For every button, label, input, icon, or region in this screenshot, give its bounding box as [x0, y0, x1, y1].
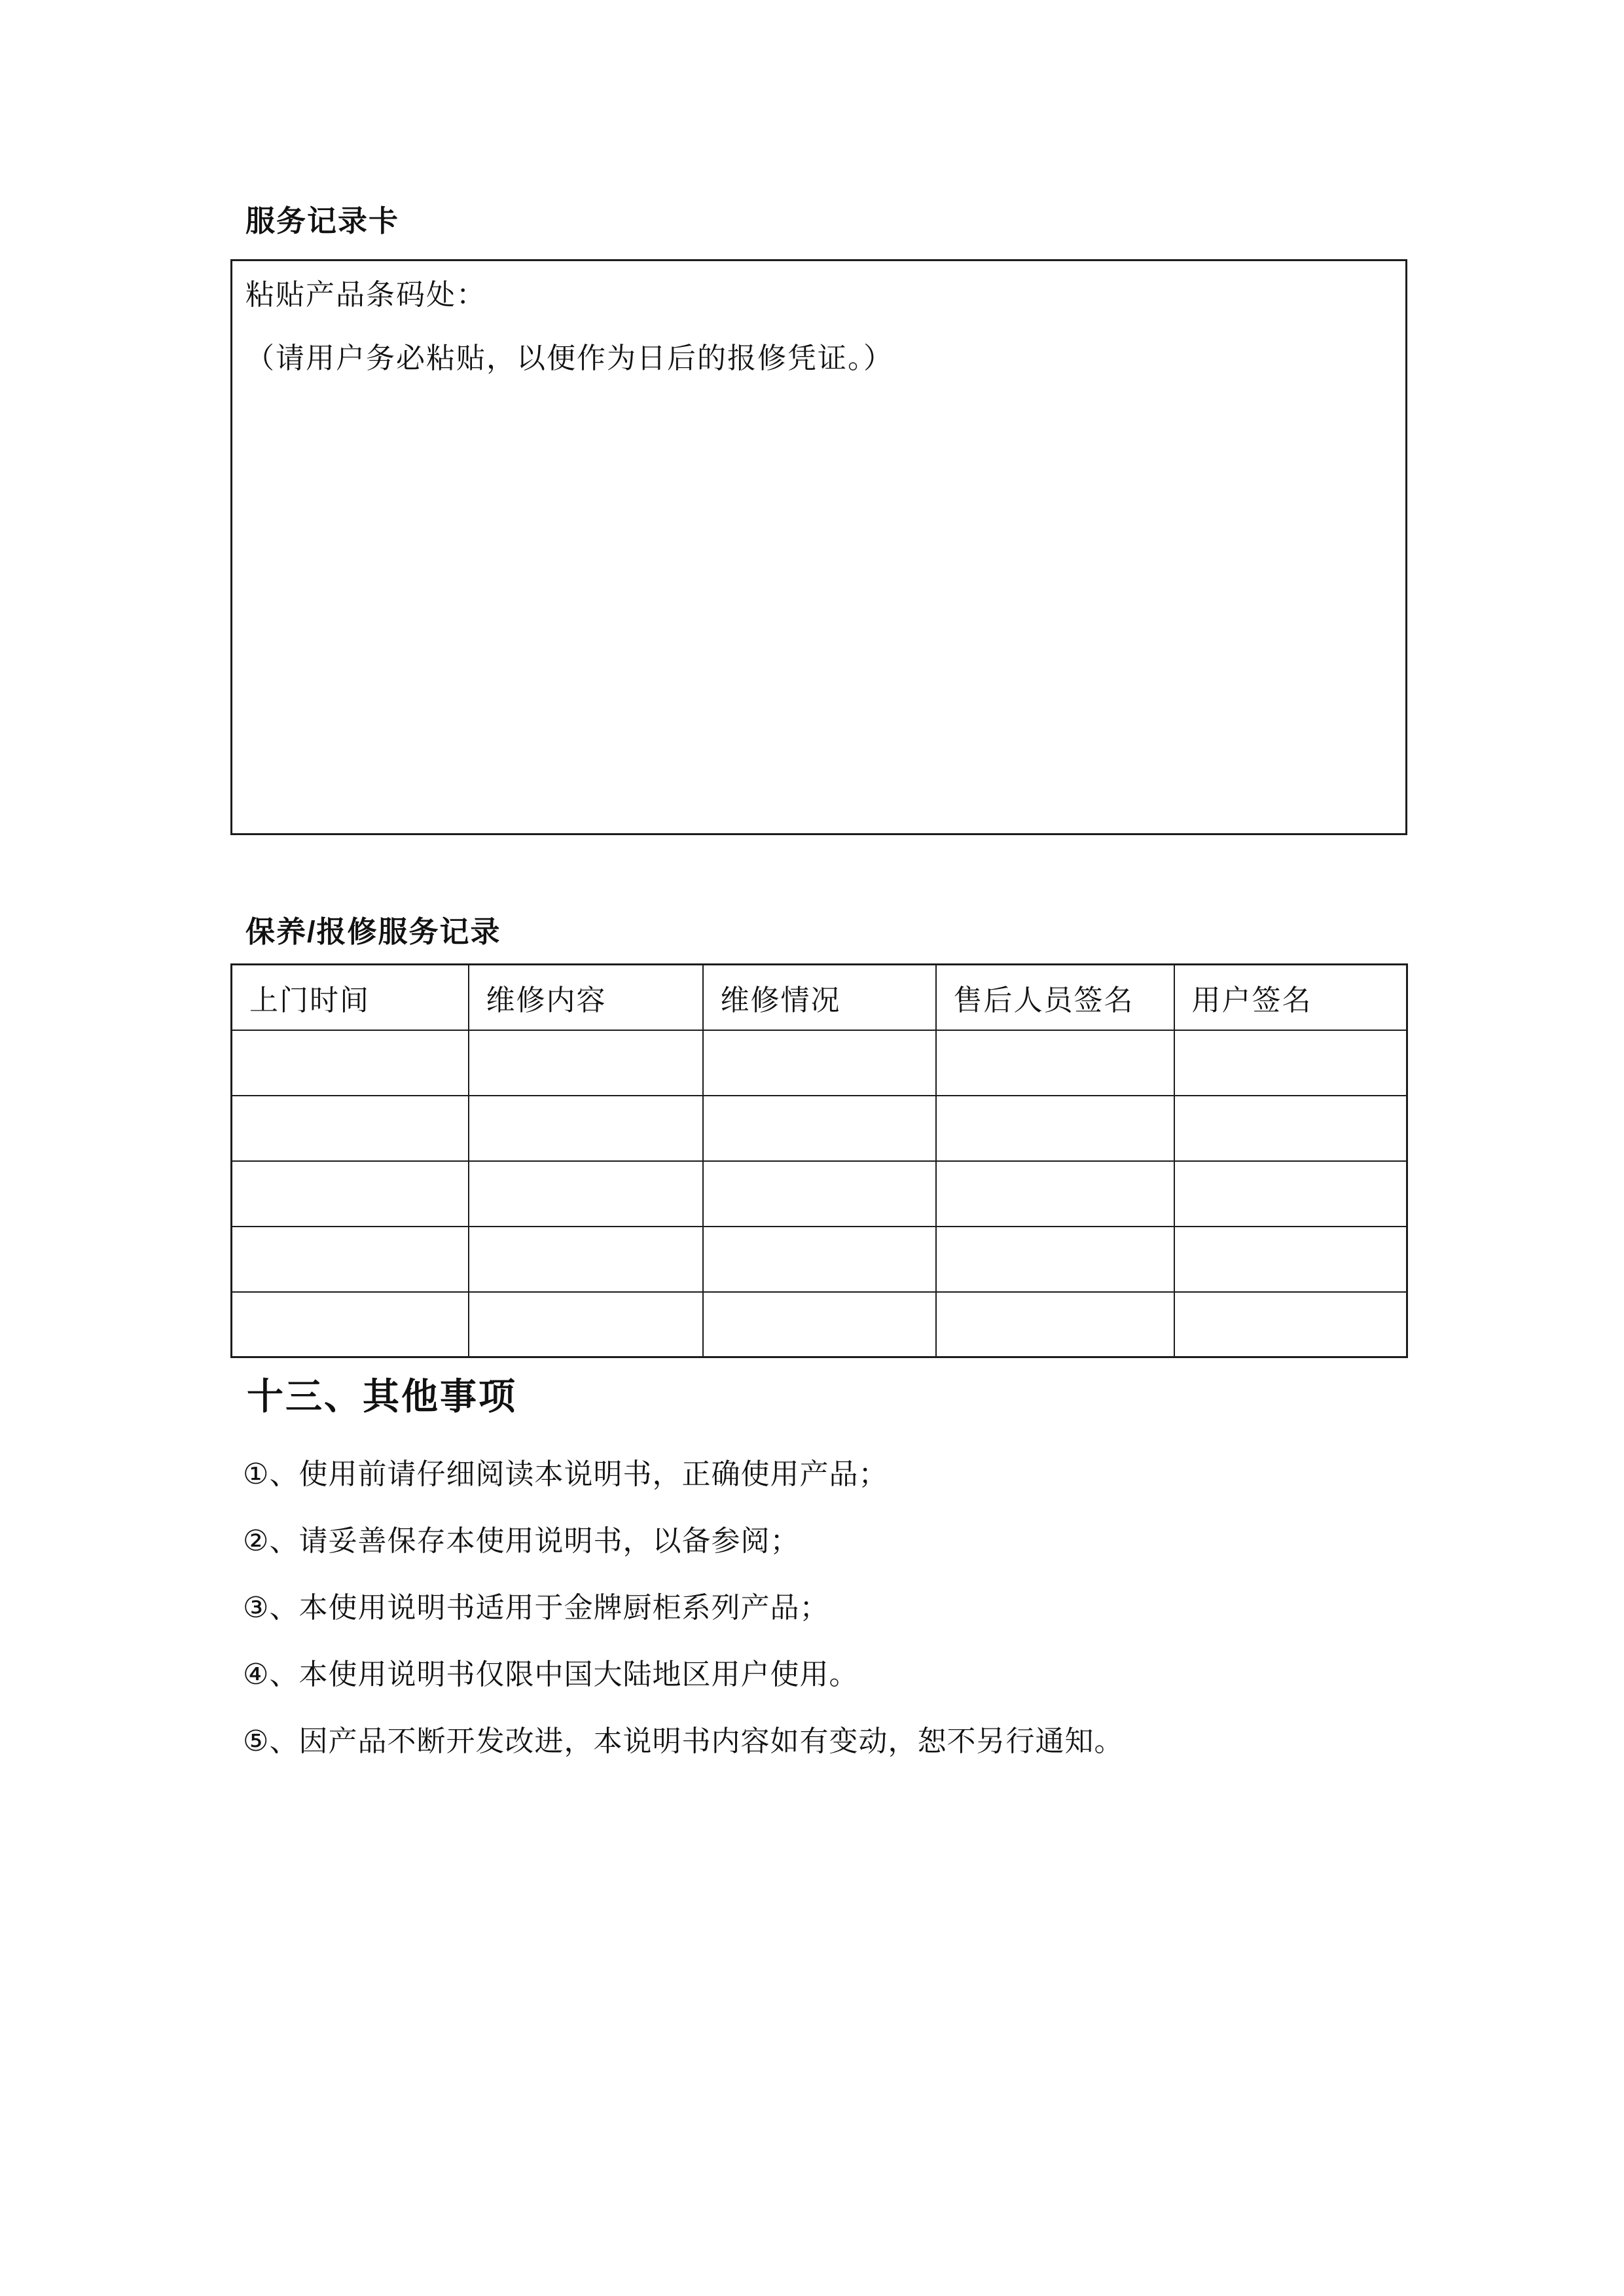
table-cell	[232, 1227, 469, 1292]
table-row	[232, 965, 1407, 1030]
table-cell	[469, 1096, 703, 1161]
table-cell	[232, 1030, 469, 1096]
list-item: ③、本使用说明书适用于金牌厨柜系列产品；	[243, 1592, 829, 1624]
table-cell	[1174, 1227, 1407, 1292]
table-cell	[232, 1096, 469, 1161]
table-cell	[703, 1227, 936, 1292]
table-row	[232, 1292, 1407, 1357]
table-body	[232, 1030, 1407, 1357]
table-cell	[1174, 1030, 1407, 1096]
table-header-row	[232, 965, 1407, 1030]
list-item: ④、本使用说明书仅限中国大陆地区用户使用。	[243, 1659, 859, 1691]
table-cell	[936, 1292, 1174, 1357]
list-item: ①、使用前请仔细阅读本说明书，正确使用产品；	[243, 1458, 888, 1490]
service-record-table	[230, 963, 1408, 1358]
barcode-box-note: （请用户务必粘贴，以便作为日后的报修凭证。）	[245, 342, 893, 374]
table-cell	[703, 1292, 936, 1357]
table-cell	[469, 1227, 703, 1292]
table-cell	[703, 1161, 936, 1227]
table-row	[232, 1161, 1407, 1227]
table-cell	[232, 1292, 469, 1357]
table-row	[232, 1030, 1407, 1096]
list-item: ②、请妥善保存本使用说明书，以备参阅；	[243, 1525, 800, 1557]
service-card-title: 服务记录卡	[245, 204, 400, 238]
table-header-cell-staff-signature: 售后人员签名	[936, 965, 1174, 1030]
other-matters-title: 十三、其他事项	[247, 1376, 517, 1417]
table-cell	[936, 1161, 1174, 1227]
table-cell	[1174, 1292, 1407, 1357]
service-record-title: 保养/报修服务记录	[245, 915, 501, 948]
table-cell	[1174, 1161, 1407, 1227]
table-header-cell-visit-time: 上门时间	[232, 965, 469, 1030]
table-cell	[936, 1030, 1174, 1096]
table-cell	[469, 1161, 703, 1227]
list-item: ⑤、因产品不断开发改进，本说明书内容如有变动，恕不另行通知。	[243, 1725, 1124, 1757]
table-header-cell-repair-status: 维修情况	[703, 965, 936, 1030]
table-cell	[936, 1227, 1174, 1292]
table-cell	[703, 1030, 936, 1096]
table-cell	[232, 1161, 469, 1227]
table-cell	[469, 1292, 703, 1357]
barcode-paste-box	[230, 259, 1407, 835]
table-header-cell-repair-content: 维修内容	[469, 965, 703, 1030]
table-cell	[703, 1096, 936, 1161]
table-header-cell-user-signature: 用户签名	[1174, 965, 1407, 1030]
barcode-box-label: 粘贴产品条码处：	[245, 279, 486, 311]
table-cell	[936, 1096, 1174, 1161]
table-row	[232, 1227, 1407, 1292]
table-cell	[469, 1030, 703, 1096]
table-row	[232, 1096, 1407, 1161]
table-cell	[1174, 1096, 1407, 1161]
